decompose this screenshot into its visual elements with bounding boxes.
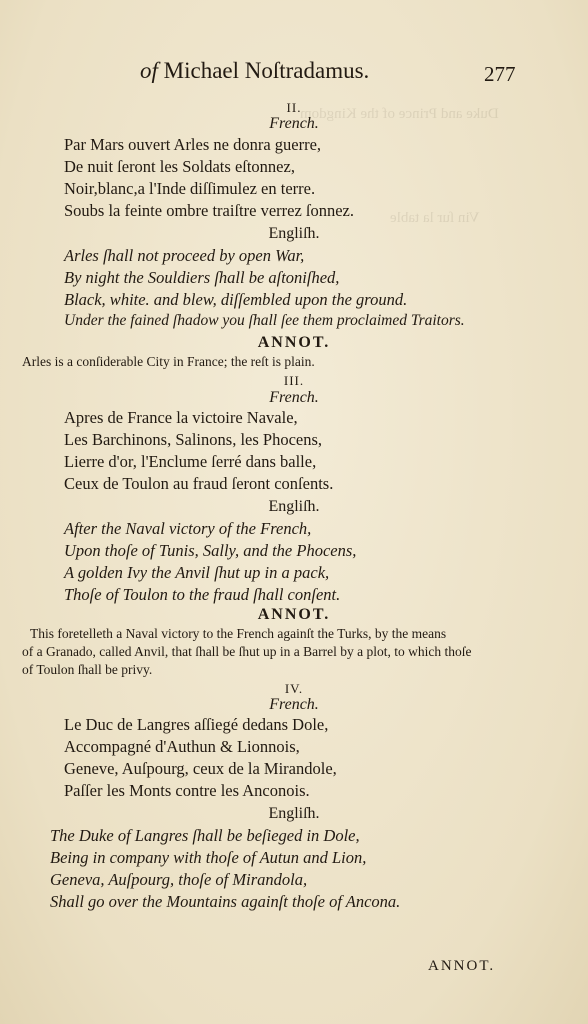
annot-heading: ANNOT. [257, 606, 331, 623]
french-verse-line: Lierre d'or, l'Enclume ſerré dans balle, [64, 452, 317, 471]
running-title-of: of [140, 58, 158, 83]
english-verse-line: Being in company with thoſe of Autun and Lion, [50, 848, 367, 867]
page-number: 277 [484, 62, 516, 86]
french-verse-line: De nuit ſeront les Soldats eſtonnez, [64, 157, 295, 176]
french-verse-line: Les Barchinons, Salinons, les Phocens, [64, 430, 323, 449]
quatrain-number: III. [283, 373, 305, 388]
quatrain-number: IV. [284, 681, 304, 696]
french-verse-line: Le Duc de Langres aſſiegé dedans Dole, [64, 715, 329, 734]
french-verse-line: Apres de France la victoire Navale, [64, 408, 298, 427]
english-verse-line: After the Naval victory of the French, [64, 519, 312, 538]
english-verse-line: Shall go over the Mountains againſt thoſe of Ancona. [50, 892, 401, 911]
english-heading: Engliſh. [268, 805, 320, 822]
running-title-name: Michael Noſtradamus. [163, 58, 370, 83]
running-title [140, 58, 369, 84]
english-verse-line: By night the Souldiers ſhall be aſtoniſhed, [64, 268, 340, 287]
french-heading: French. [269, 115, 319, 132]
annot-heading: ANNOT. [257, 334, 331, 351]
french-verse-line: Geneve, Auſpourg, ceux de la Mirandole, [64, 759, 337, 778]
quatrain-number: II. [286, 100, 302, 115]
annot-text: of a Granado, called Anvil, that ſhall be ſhut up in a Barrel by a plot, to which thoſe [22, 644, 472, 659]
show-through-text: Vin ſur la table [390, 210, 480, 226]
english-verse-line: Arles ſhall not proceed by open War, [64, 246, 305, 265]
french-verse-line: Noir,blanc,a l'Inde diſſimulez en terre. [64, 179, 316, 198]
catchword: ANNOT. [428, 958, 496, 974]
english-verse-line: Geneva, Auſpourg, thoſe of Mirandola, [50, 870, 308, 889]
english-heading: Engliſh. [268, 498, 320, 515]
english-verse-line: Under the fained ſhadow you ſhall ſee them proclaimed Traitors. [64, 312, 465, 329]
english-verse-line: The Duke of Langres ſhall be beſieged in Dole, [50, 826, 360, 845]
show-through-text: Duke and Prince of the Kingdom [300, 106, 499, 122]
running-header [0, 54, 588, 88]
english-verse-line: Black, white. and blew, diſſembled upon the ground. [64, 290, 408, 309]
english-verse-line: Upon thoſe of Tunis, Sally, and the Phocens, [64, 541, 357, 560]
french-verse-line: Ceux de Toulon au fraud ſeront conſents. [64, 474, 334, 493]
french-verse-line: Par Mars ouvert Arles ne donra guerre, [64, 135, 322, 154]
french-verse-line: Soubs la feinte ombre traiſtre verrez ſonnez. [64, 201, 355, 220]
english-verse-line: A golden Ivy the Anvil ſhut up in a pack, [64, 563, 330, 582]
annot-text: Arles is a conſiderable City in France; the reſt is plain. [22, 354, 315, 369]
french-verse-line: Accompagné d'Authun & Lionnois, [64, 737, 300, 756]
english-verse-line: Thoſe of Toulon to the fraud ſhall conſent. [64, 585, 341, 604]
annot-text: of Toulon ſhall be privy. [22, 662, 153, 677]
french-heading: French. [269, 389, 319, 406]
english-heading: Engliſh. [268, 225, 320, 242]
french-verse-line: Paſſer les Monts contre les Anconois. [64, 781, 310, 800]
french-heading: French. [269, 696, 319, 713]
annot-text: This foretelleth a Naval victory to the French againſt the Turks, by the means [30, 626, 447, 641]
